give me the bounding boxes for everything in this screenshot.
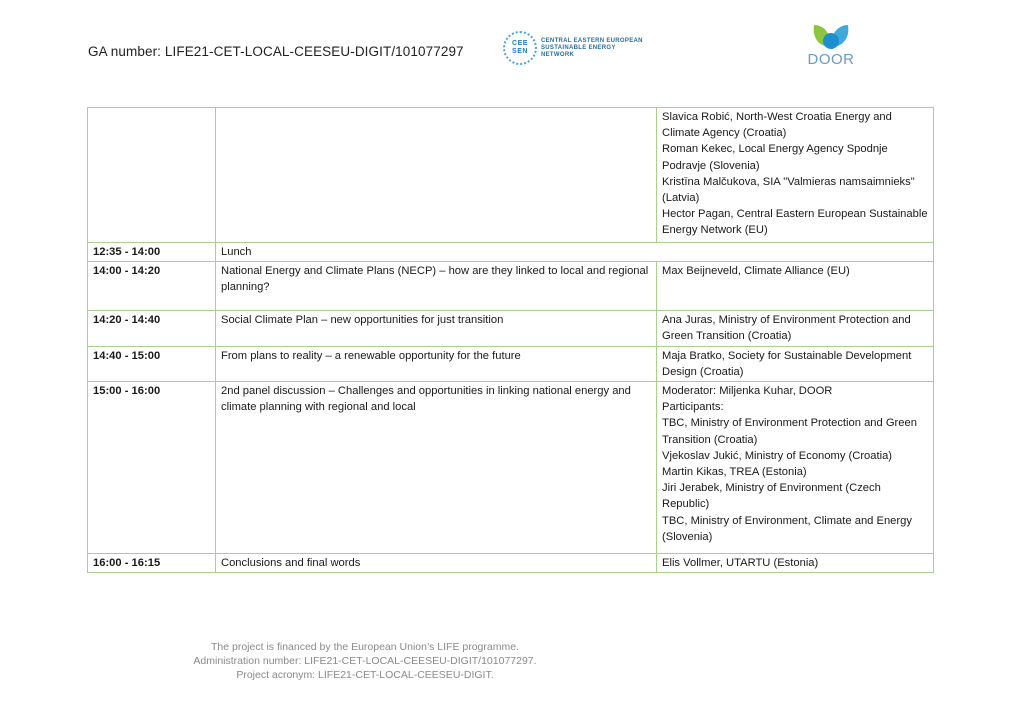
ceesen-logo-icon	[503, 31, 537, 65]
agenda-topic: 2nd panel discussion – Challenges and opportunities in linking national energy and climate planning with regional and local	[216, 382, 657, 554]
ceesen-logo-text: CENTRAL EASTERN EUROPEAN SUSTAINABLE ENERGY NETWORK	[541, 37, 643, 58]
speaker-entry: Maja Bratko, Society for Sustainable Development Design (Croatia)	[662, 349, 912, 378]
agenda-time: 14:00 - 14:20	[88, 262, 216, 311]
agenda-time: 16:00 - 16:15	[88, 554, 216, 573]
agenda-speakers	[657, 262, 934, 311]
agenda-topic: Conclusions and final words	[216, 554, 657, 573]
agenda-topic	[216, 108, 657, 243]
speaker-entry: Kristīna Malčukova, SIA "Valmieras namsaimnieks" (Latvia)	[662, 175, 915, 205]
speaker-entry: TBC, Ministry of Environment Protection and Green Transition (Croatia)	[662, 417, 917, 446]
ceesen-mark-top: CEE	[512, 40, 528, 47]
speaker-entry: Jiri Jerabek, Ministry of Environment (Czech Republic)	[662, 482, 881, 511]
agenda-topic: National Energy and Climate Plans (NECP) – how are they linked to local and regional planning?	[216, 262, 657, 311]
agenda-row	[88, 554, 934, 573]
agenda-time: 14:20 - 14:40	[88, 311, 216, 346]
ga-number: GA number: LIFE21-CET-LOCAL-CEESEU-DIGIT/101077297	[88, 44, 464, 59]
agenda-speakers	[657, 346, 934, 381]
ceesen-logo	[503, 29, 653, 67]
door-leaf-icon	[802, 17, 860, 53]
ceesen-mark-bottom: SEN	[512, 48, 528, 55]
speaker-entry: Martin Kikas, TREA (Estonia)	[662, 466, 807, 479]
speaker-entry: Ana Juras, Ministry of Environment Protection and Green Transition (Croatia)	[662, 314, 911, 343]
speaker-entry: Participants:	[662, 401, 724, 414]
door-logo-text: DOOR	[807, 51, 855, 68]
speaker-entry: Elis Vollmer, UTARTU (Estonia)	[662, 557, 819, 570]
speaker-entry: Roman Kekec, Local Energy Agency Spodnje Podravje (Slovenia)	[662, 143, 888, 172]
footer-acronym: Project acronym: LIFE21-CET-LOCAL-CEESEU-DIGIT.	[236, 669, 494, 681]
agenda-row	[88, 311, 934, 346]
agenda-table	[87, 107, 934, 573]
speaker-entry: TBC, Ministry of Environment, Climate and Energy (Slovenia)	[662, 514, 912, 543]
agenda-time: 15:00 - 16:00	[88, 382, 216, 554]
agenda-row	[88, 262, 934, 311]
agenda-row	[88, 108, 934, 243]
footer-admin-number: Administration number: LIFE21-CET-LOCAL-CEESEU-DIGIT/101077297.	[193, 655, 537, 667]
agenda-speakers	[657, 554, 934, 573]
agenda-time: 12:35 - 14:00	[88, 243, 216, 262]
agenda-speakers	[657, 311, 934, 346]
agenda-row	[88, 382, 934, 554]
footer	[180, 640, 550, 682]
speaker-entry: Max Beijneveld, Climate Alliance (EU)	[662, 265, 850, 278]
agenda-time: 14:40 - 15:00	[88, 346, 216, 381]
agenda-row	[88, 243, 934, 262]
agenda-time	[88, 108, 216, 243]
agenda-speakers	[657, 108, 934, 243]
door-logo	[802, 17, 860, 69]
footer-funding: The project is financed by the European Union’s LIFE programme.	[211, 641, 519, 653]
agenda-row	[88, 346, 934, 381]
agenda-speakers	[657, 382, 934, 554]
speaker-entry: Moderator: Miljenka Kuhar, DOOR	[662, 385, 833, 398]
speaker-entry: Vjekoslav Jukić, Ministry of Economy (Croatia)	[662, 449, 893, 462]
agenda-topic: Lunch	[216, 243, 934, 262]
speaker-entry: Slavica Robić, North-West Croatia Energy and Climate Agency (Croatia)	[662, 111, 892, 140]
agenda-topic: From plans to reality – a renewable opportunity for the future	[216, 346, 657, 381]
speaker-entry: Hector Pagan, Central Eastern European Sustainable Energy Network (EU)	[662, 208, 928, 237]
agenda-topic: Social Climate Plan – new opportunities for just transition	[216, 311, 657, 346]
